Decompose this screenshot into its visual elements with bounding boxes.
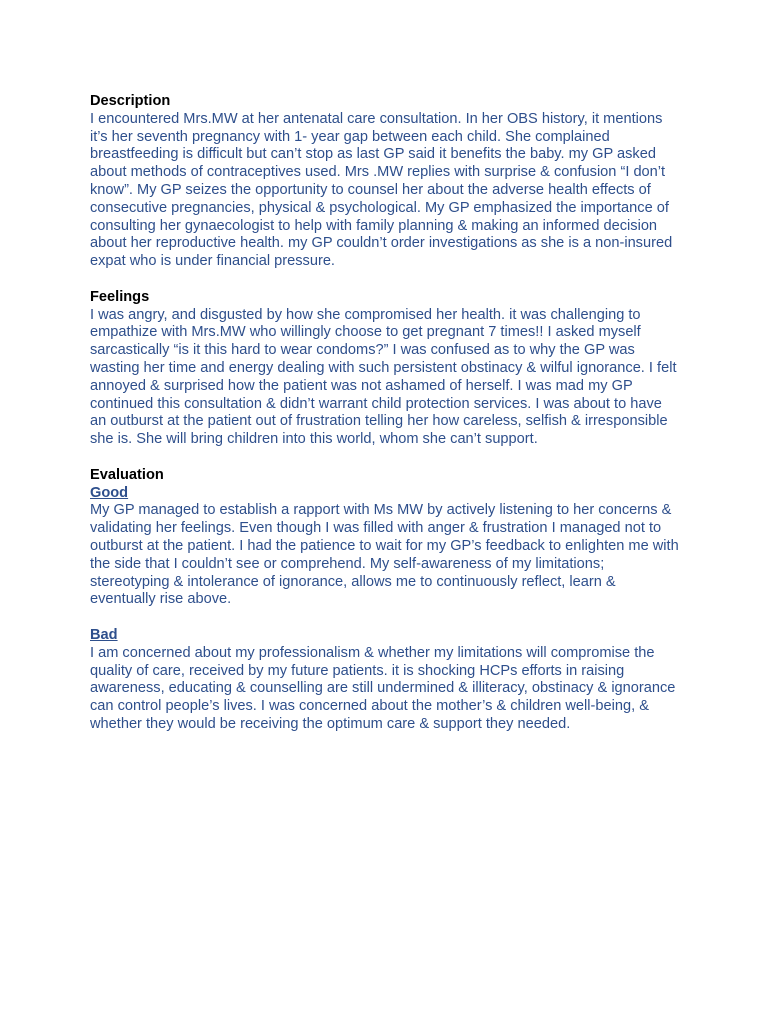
good-subheading: Good bbox=[90, 484, 129, 501]
description-heading: Description bbox=[90, 93, 171, 109]
section-spacer bbox=[90, 271, 682, 289]
document-page bbox=[90, 93, 682, 734]
evaluation-section bbox=[90, 467, 682, 734]
bad-text: I am concerned about my professionalism & whether my limitations will compromise the quality of care, received by my future patients. it is shocking HCPs efforts in raising awareness, educating & counselling are still undermined & illiteracy, obstinacy & ignorance can control people’s lives. I was concerned about the mother’s & children well-being, & whether they would be receiving the optimum care & support they needed. bbox=[90, 644, 676, 732]
feelings-heading: Feelings bbox=[90, 288, 150, 305]
feelings-text: I was angry, and disgusted by how she compromised her health. it was challenging to empathize with Mrs.MW who willingly choose to get pregnant 7 times!! I asked myself sarcastically “is it this hard to wear condoms?” I was confused as to why the GP was wasting her time and energy dealing with such persistent obstinacy & wilful ignorance. I felt annoyed & surprised how the patient was not ashamed of herself. I was mad my GP continued this consultation & didn’t warrant child protection services. I was about to have an outburst at the patient out of frustration telling her how careless, selfish & irresponsible she is. She will bring children into this world, whom she can’t support. bbox=[90, 306, 677, 448]
bad-subheading: Bad bbox=[90, 626, 118, 643]
section-spacer bbox=[90, 609, 682, 627]
section-spacer bbox=[90, 449, 682, 467]
good-text: My GP managed to establish a rapport with Ms MW by actively listening to her concerns & validating her feelings. Even though I was filled with anger & frustration I managed not to outburst at the patient. I had the patience to wait for my GP’s feedback to enlighten me with the side that I couldn’t see or comprehend. My self-awareness of my limitations; stereotyping & intolerance of ignorance, allows me to continuously reflect, learn & eventually rise above. bbox=[90, 502, 679, 608]
evaluation-heading: Evaluation bbox=[90, 466, 164, 483]
description-text: I encountered Mrs.MW at her antenatal care consultation. In her OBS history, it mentions it’s her seventh pregnancy with 1- year gap between each child. She complained breastfeeding is difficult but can’t stop as last GP said it benefits the baby. my GP asked about methods of contraceptives used. Mrs .MW replies with surprise & confusion “I don’t know”. My GP seizes the opportunity to counsel her about the adverse health effects of consecutive pregnancies, physical & psychological. My GP emphasized the importance of consulting her gynaecologist to help with family planning & making an informed decision about her reproductive health. my GP couldn’t order investigations as she is a non-insured expat who is under financial pressure. bbox=[90, 110, 673, 270]
description-section bbox=[90, 93, 682, 271]
feelings-section bbox=[90, 289, 682, 449]
